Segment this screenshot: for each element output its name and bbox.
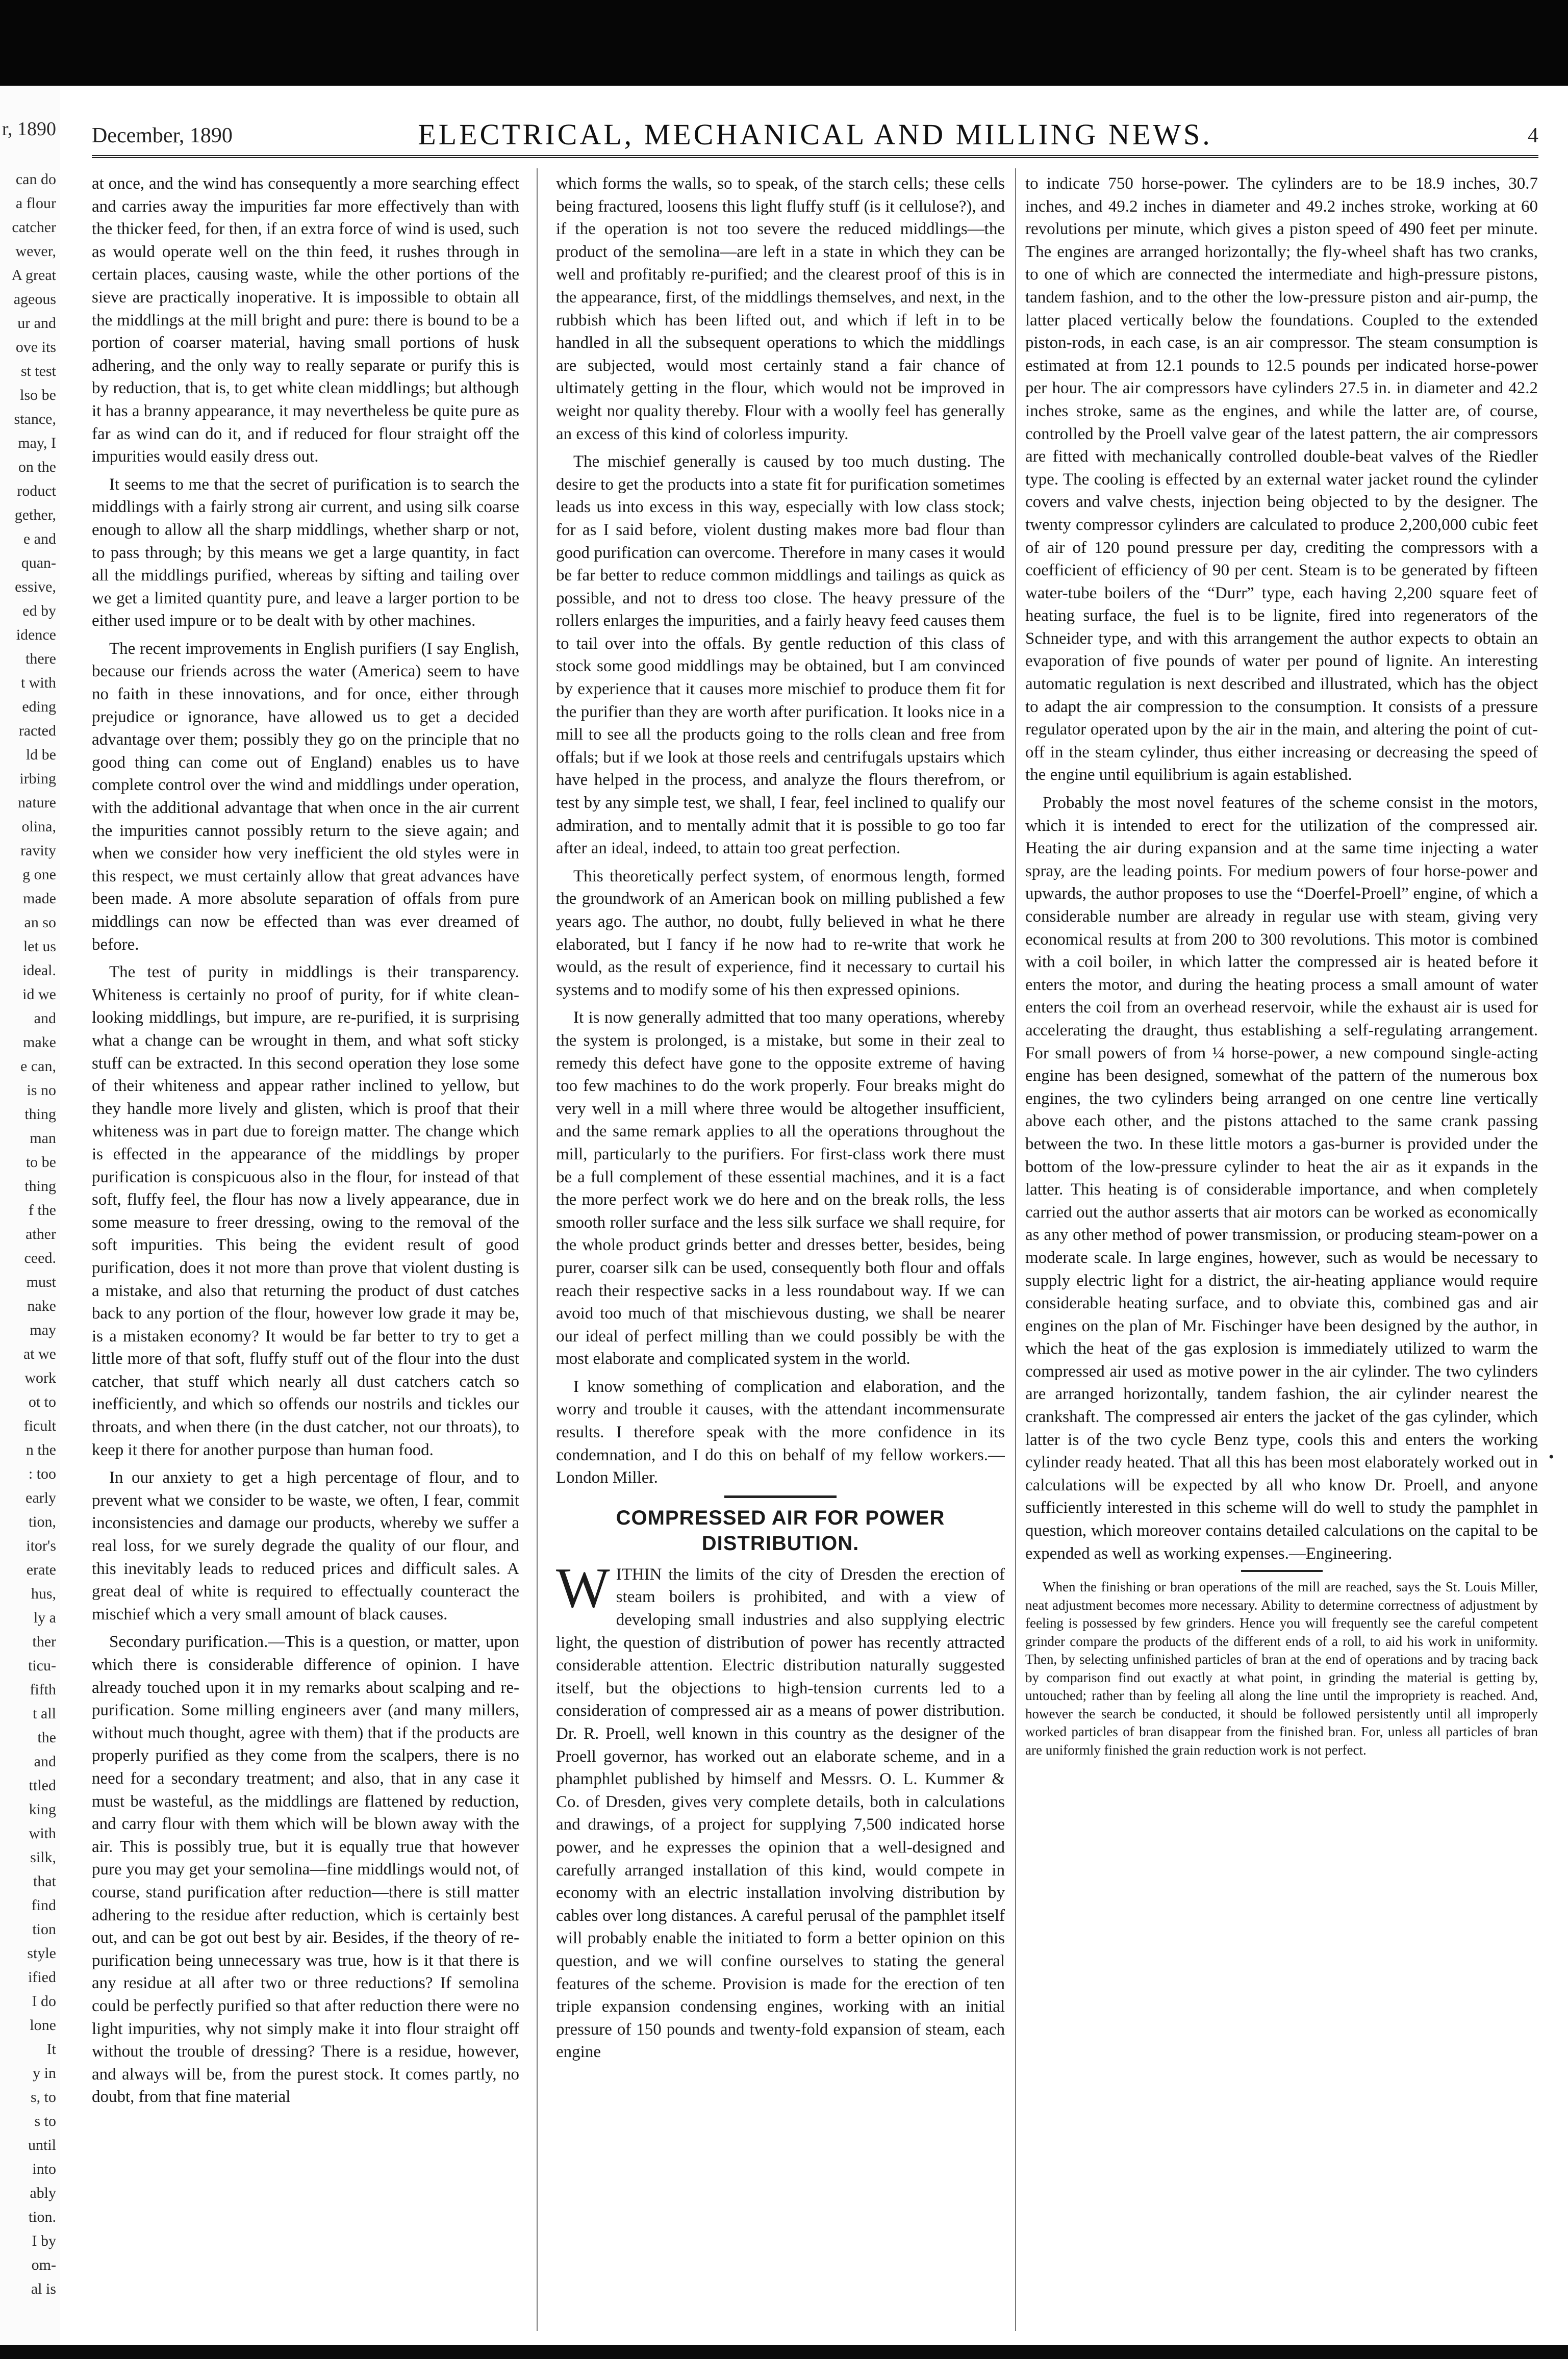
strip-fragment: ed by bbox=[22, 602, 56, 619]
strip-fragment: g one bbox=[22, 866, 56, 883]
strip-fragment: and bbox=[34, 1753, 56, 1770]
strip-fragment: ceed. bbox=[24, 1250, 56, 1266]
strip-fragment: I do bbox=[32, 1993, 56, 2010]
strip-fragment: : too bbox=[28, 1465, 56, 1482]
strip-fragment: hus, bbox=[31, 1585, 56, 1602]
page-header bbox=[92, 117, 1538, 153]
strip-fragment: olina, bbox=[21, 818, 56, 835]
strip-fragment: itor's bbox=[26, 1537, 56, 1554]
paragraph: In our anxiety to get a high percentage of flour, and to prevent what we consider to be waste, we often, I fear, commit inconsistencies and damage our products, whereby we suffer a real loss, for we surely degrade the quality of our flour, and this inevitably leads to reduced prices and difficult sales. A great deal of white is required to effectually counteract the mischief which a very small amount of black causes. bbox=[92, 1468, 519, 1624]
paragraph: It seems to me that the secret of purification is to search the middlings with a fairly strong air current, and using silk coarse enough to allow all the sharp middlings, whether sharp or not, to pass through; by this means we get a large quantity, in fact all the middlings purified, whereas by sifting and tailing over we get a limited quantity pure, and leave a larger portion to be either used impure or to be dealt with by other machines. bbox=[92, 475, 519, 630]
strip-fragment: racted bbox=[18, 722, 56, 739]
margin-mark: • bbox=[1549, 1449, 1554, 1465]
strip-fragment: e and bbox=[23, 530, 56, 547]
strip-fragment: ld be bbox=[26, 746, 56, 763]
previous-page-header: r, 1890 bbox=[2, 118, 56, 140]
drop-cap: W bbox=[556, 1556, 610, 1620]
strip-fragment: tion, bbox=[28, 1513, 56, 1530]
strip-fragment: gether, bbox=[14, 506, 56, 523]
strip-fragment: ove its bbox=[15, 339, 56, 356]
strip-fragment: f the bbox=[28, 1202, 56, 1219]
strip-fragment: nake bbox=[27, 1298, 56, 1314]
strip-fragment: ur and bbox=[17, 315, 56, 332]
strip-fragment: an so bbox=[24, 914, 56, 931]
section-divider bbox=[724, 1495, 837, 1498]
scan-top-border bbox=[0, 0, 1568, 86]
strip-fragment: early bbox=[26, 1489, 56, 1506]
column-2 bbox=[556, 172, 1005, 2330]
publication-title: ELECTRICAL, MECHANICAL AND MILLING NEWS. bbox=[418, 118, 1212, 151]
strip-fragment: ther bbox=[32, 1633, 56, 1650]
strip-fragment: eding bbox=[22, 698, 56, 715]
strip-fragment: irbing bbox=[19, 770, 56, 787]
section-divider bbox=[1241, 1570, 1323, 1572]
paragraph: at once, and the wind has consequently a more searching effect and carries away the impurities far more effectively than with the thicker feed, for then, if an extra force of wind is used, such as would operate well on the thin feed, it rushes through in certain places, causing waste, while the other portions of the sieve are practically inoperative. It is impossible to obtain all the middlings at the mill bright and pure: there is bound to be a portion of coarser material, having small portions of husk adhering, and the only way to really separate or purify this is by reduction, that is, to get white clean middlings; but although it has a branny appearance, it may nevertheless be quite pure as far as wind can do it, and if reduced for flour straight off the impurities would easily dress out. bbox=[92, 174, 519, 466]
strip-fragment: may, I bbox=[18, 435, 56, 451]
scan-bottom-border bbox=[0, 2345, 1568, 2359]
strip-fragment: to be bbox=[26, 1154, 56, 1171]
strip-fragment: ably bbox=[30, 2185, 56, 2201]
strip-fragment: stance, bbox=[14, 411, 56, 427]
strip-fragment: may bbox=[30, 1322, 56, 1338]
strip-fragment: t with bbox=[20, 674, 56, 691]
strip-fragment: must bbox=[26, 1274, 56, 1290]
strip-fragment: id we bbox=[22, 986, 56, 1003]
strip-fragment: al is bbox=[31, 2280, 56, 2297]
strip-fragment: A great bbox=[11, 267, 56, 284]
strip-fragment: quan- bbox=[21, 554, 56, 571]
strip-fragment: until bbox=[28, 2137, 56, 2153]
strip-fragment: s, to bbox=[30, 2089, 56, 2106]
strip-fragment: ified bbox=[28, 1969, 56, 1986]
strip-fragment: style bbox=[27, 1945, 56, 1962]
strip-fragment: can do bbox=[15, 171, 56, 188]
strip-fragment: let us bbox=[23, 938, 56, 955]
strip-fragment: e can, bbox=[20, 1058, 56, 1075]
milling-note: When the finishing or bran operations of the mill are reached, says the St. Louis Miller, neat adjustment becomes more necessary. Ability to determine correctness of adjustment by feeling is possessed by few grinders. Hence you will frequently see the careful competent grinder compare the products of the different ends of a roll, to aid his work in uniformity. Then, by selecting unfinished particles of bran at the end of operations and by tracing back by comparison find out exactly at what point, in grinding the material is getting by, untouched; rather than by feeling all along the line until the impropriety is reached. And, however the search be conducted, it should be followed persistently until all improperly worked particles of bran disappear from the finished bran. For, unless all particles of bran are uniformly finished the grain reduction work is not perfect. bbox=[1025, 1579, 1538, 1758]
strip-fragment: fifth bbox=[30, 1681, 56, 1698]
strip-fragment: ageous bbox=[13, 291, 56, 308]
strip-fragment: idence bbox=[16, 626, 56, 643]
strip-fragment: st test bbox=[20, 363, 56, 379]
strip-fragment: wever, bbox=[15, 243, 56, 260]
strip-fragment: It bbox=[46, 2041, 56, 2058]
strip-fragment: make bbox=[23, 1034, 56, 1051]
strip-fragment: om- bbox=[31, 2256, 56, 2273]
strip-fragment: the bbox=[37, 1729, 56, 1746]
strip-fragment: n the bbox=[26, 1441, 56, 1458]
strip-fragment: ideal. bbox=[22, 962, 56, 979]
page-number: 4 bbox=[1528, 124, 1538, 147]
strip-fragment: ficult bbox=[23, 1417, 56, 1434]
strip-fragment: ly a bbox=[33, 1609, 56, 1626]
strip-fragment: and bbox=[34, 1010, 56, 1027]
strip-fragment: thing bbox=[24, 1178, 56, 1195]
strip-fragment: at we bbox=[23, 1346, 56, 1362]
strip-fragment: tion bbox=[32, 1921, 56, 1938]
strip-fragment: on the bbox=[18, 459, 56, 475]
issue-date: December, 1890 bbox=[92, 124, 233, 147]
paragraph: I know something of complication and elaboration, and the worry and trouble it causes, with the attendant incommensurate results. I therefore speak with the more confidence in its condemnation, and I do this on behalf of my fellow workers.—London Miller. bbox=[556, 1377, 1005, 1487]
paragraph: The recent improvements in English purifiers (I say English, because our friends across the water (America) seem to have no faith in these innovations, and for once, either through prejudice or ignorance, have allowed us to get a decided advantage over them; possibly they go on the principle that no good thing can come out of England) enables us to have complete control over the wind and middlings under operation, with the additional advantage that when once in the air current the impurities cannot possibly return to the sieve again; and when we consider how very inefficient the old styles were in this respect, we must certainly allow that great advances have been made. A more absolute separation of offals from pure middlings can now be effected than was ever dreamed of before. bbox=[92, 639, 519, 954]
strip-fragment: lso be bbox=[20, 387, 56, 403]
strip-fragment: ticu- bbox=[28, 1657, 56, 1674]
strip-fragment: ravity bbox=[20, 842, 56, 859]
strip-fragment: find bbox=[31, 1897, 56, 1914]
paragraph: which forms the walls, so to speak, of the starch cells; these cells being fractured, loosens this light fluffy stuff (is it cellulose?), and if the operation is not too severe the reduced middlings—the product of the semolina—are left in a state in which they can be well and profitably re-purified; and the clearest proof of this is in the appearance, first, of the middlings themselves, and next, in the rubbish which has been lifted out, and which if left in to be handled in all the subsequent operations to which the middlings are subjected, would most certainly stand a fair chance of ultimately getting in the flour, which would not be improved in weight nor quality thereby. Flour with a woolly feel has generally an excess of this kind of colorless impurity. bbox=[556, 174, 1005, 443]
strip-fragment: silk, bbox=[30, 1849, 56, 1866]
strip-fragment: a flour bbox=[15, 195, 56, 212]
paragraph: The test of purity in middlings is their transparency. Whiteness is certainly no proof of purity, for if white clean-looking middlings, but impure, are re-purified, it is surprising what a change can be wrought in them, and what soft sticky stuff can be extracted. In this second operation they lose some of their whiteness and appear rather inclined to yellow, but they handle more lively and glisten, which is proof that their whiteness was in part due to foreign matter. The change which is effected in the appearance of the middlings by proper purification is conspicuous also in the flour, for instead of that soft, fluffy feel, the flour has now a lively appearance, due in some measure to freer dressing, owing to the removal of the soft impurities. This being the evident result of good purification, does it not more than prove that violent dusting is a mistake, and also that returning the product of dust catches back to any portion of the flour, however low grade it may be, is a mistaken economy? It would be far better to try to get a little more of that soft, fluffy stuff out of the flour into the dust catcher, that stuff which nearly all dust catchers catch so inefficiently, and which so offends our nostrils and tickles our throats, and when there (in the dust catcher, not our throats), to keep it there for another purpose than human food. bbox=[92, 963, 519, 1459]
strip-fragment: made bbox=[23, 890, 56, 907]
strip-fragment: erate bbox=[26, 1561, 56, 1578]
strip-fragment: there bbox=[26, 650, 56, 667]
column-3 bbox=[1025, 172, 1538, 2330]
column-divider bbox=[1015, 168, 1016, 2331]
strip-fragment: ather bbox=[26, 1226, 56, 1242]
strip-fragment: tion. bbox=[28, 2209, 56, 2225]
column-divider bbox=[537, 168, 538, 2331]
previous-page-strip bbox=[0, 86, 60, 2359]
paragraph: to indicate 750 horse-power. The cylinders are to be 18.9 inches, 30.7 inches, and 49.2 inches in diameter and 49.2 inches stroke, working at 60 revolutions per minute, which gives a piston speed of 490 feet per minute. The engines are arranged horizontally; the fly-wheel shaft has two cranks, to one of which are connected the intermediate and high-pressure pistons, tandem fashion, and to the other the low-pressure piston and air-pump, the latter placed vertically below the foundations. Coupled to the extended piston-rods, in each case, is an air compressor. The steam consumption is estimated at from 12.1 pounds to 12.5 pounds per indicated horse-power per hour. The air compressors have cylinders 27.5 in. in diameter and 42.2 inches stroke, same as the engines, and while the latter are, of course, controlled by the Proell valve gear of the latest pattern, the air compressors are fitted with mechanically controlled double-beat valves of the Riedler type. The cooling is effected by an external water jacket round the cylinder covers and valve chests, injection being objected to by the designer. The twenty compressor cylinders are calculated to produce 2,200,000 cubic feet of air of 120 pound pressure per day, crediting the compressors with a coefficient of efficiency of 90 per cent. Steam is to be generated by fifteen water-tube boilers of the “Durr” type, each having 2,200 square feet of heating surface, the fuel is to be lignite, fired into regenerators of the Schneider type, and with this arrangement the author expects to obtain an evaporation of five pounds of water per pound of lignite. An interesting automatic regulation is next described and illustrated, which has the object to adapt the air compression to the consumption. It consists of a pressure regulator operated upon by the air in the main, and altering the point of cut-off in the steam cylinder, thus either increasing or decreasing the speed of the engine until equilibrium is again established. bbox=[1025, 174, 1538, 784]
article-text: ITHIN the limits of the city of Dresden the erection of steam boilers is prohibited, and with a view of developing small industries and also supplying electric light, the question of distribution of power has recently attracted considerable attention. Electric distribution naturally suggested itself, but the objections to high-tension currents led to a consideration of compressed air as a means of power distribution. Dr. R. Proell, well known in this country as the designer of the Proell governor, has worked out an elaborate scheme, and in a phamphlet published by himself and Messrs. O. L. Kummer & Co. of Dresden, gives very complete details, both in calculations and drawings, of a project for supplying 7,500 indicated horse power, and he expresses the opinion that a well-designed and carefully arranged installation of this kind, would compete in economy with an electric installation involving distribution by cables over long distances. A careful perusal of the pamphlet itself will probably enable the initiated to form a better opinion on this question, and we will confine ourselves to stating the general features of the scheme. Provision is made for the erection of ten triple expansion condensing engines, working with an initial pressure of 150 pounds and twenty-fold expansion of steam, each engine bbox=[556, 1565, 1005, 2062]
article-heading: COMPRESSED AIR FOR POWER DISTRIBUTION. bbox=[616, 1506, 945, 1555]
strip-fragment: nature bbox=[18, 794, 56, 811]
strip-fragment: man bbox=[30, 1130, 56, 1147]
strip-fragment: ttled bbox=[29, 1777, 56, 1794]
strip-fragment: work bbox=[24, 1369, 56, 1386]
strip-fragment: that bbox=[33, 1873, 56, 1890]
strip-fragment: thing bbox=[24, 1106, 56, 1123]
strip-fragment: t all bbox=[33, 1705, 56, 1722]
strip-fragment: roduct bbox=[17, 483, 56, 499]
strip-fragment: with bbox=[29, 1825, 56, 1842]
strip-fragment: y in bbox=[33, 2065, 56, 2082]
paragraph: Secondary purification.—This is a question, or matter, upon which there is considerable difference of opinion. I have already touched upon it in my remarks about scalping and re-purification. Some milling engineers aver (and many millers, without much thought, agree with them) that if the products are properly purified as they come from the scalpers, there is no need for a secondary treatment; and also, that in any case it must be wasteful, as the middlings are flattened by reduction, and carry flour with them which will be blown away with the air. This is possibly true, but it is equally true that however pure you may get your semolina—fine middlings would not, of course, stand purification after reduction—there is still matter adhering to the residue after reduction, which is certainly best out, and can be got out best by air. Besides, if the theory of re-purification being unnecessary was true, how is it that there is any residue at all after two or three reductions? If semolina could be perfectly purified so that after reduction there were no light impurities, why not simply make it into flour straight off without the trouble of dressing? There is a residue, however, and always will be, from the purest stock. It comes partly, no doubt, from that fine material bbox=[92, 1633, 519, 2107]
column-1 bbox=[92, 172, 519, 2330]
header-rule bbox=[92, 155, 1538, 158]
strip-fragment: s to bbox=[34, 2113, 56, 2129]
strip-fragment: king bbox=[29, 1801, 56, 1818]
paragraph: Probably the most novel features of the scheme consist in the motors, which it is intended to erect for the utilization of the compressed air. Heating the air during expansion and at the same time injecting a water spray, are the leading points. For medium powers of four horse-power and upwards, the author proposes to use the “Doerfel-Proell” engine, of which a considerable number are already in regular use with steam, giving very economical results at from 200 to 300 revolutions. This motor is combined with a coil boiler, in which latter the compressed air is heated before it enters the motor, and during the heating process a small amount of water enters the coil from an overhead reservoir, while the exhaust air is used for accelerating the draught, thus establishing a self-regulating arrangement. For small powers of from ¼ horse-power, a new compound single-acting engine has been designed, somewhat of the pattern of the numerous box engines, the two cylinders being arranged on one centre line vertically above each other, and the pistons attached to the same crank passing between the two. In these little motors a gas-burner is provided under the bottom of the low-pressure cylinder to heat the air as it expands in the latter. This heating is of considerable importance, and when completely carried out the author asserts that air motors can be worked as economically as any other method of power transmission, or producing steam-power on a moderate scale. In large engines, however, such as would be necessary to supply electric light for a district, the air-heating appliance would require considerable heating surface, and to obviate this, combined gas and air engines on the plan of Mr. Fischinger have been designed by the author, in which the heat of the gas explosion is immediately utilized to warm the compressed air used as motive power in the air cylinder. The two cylinders are arranged horizontally, tandem fashion, the air cylinder nearest the crankshaft. The compressed air enters the jacket of the gas cylinder, which latter is of the two cycle Benz type, cools this and enters the working cylinder ready heated. That all this has been most elaborately worked out in calculations will be expected by all who know Dr. Proell, and anyone sufficiently interested in this scheme will do well to study the pamphlet in question, which moreover contains detailed calculations on the capital to be expended as well as working expenses.—Engineering. bbox=[1025, 794, 1538, 1563]
paragraph: This theoretically perfect system, of enormous length, formed the groundwork of an American book on milling published a few years ago. The author, no doubt, fully believed in what he there elaborated, but I fancy if he now had to re-write that work he would, as the result of experience, find it necessary to curtail his systems and to modify some of his then expressed opinions. bbox=[556, 867, 1005, 999]
strip-fragment: catcher bbox=[12, 219, 56, 236]
strip-fragment: I by bbox=[32, 2233, 56, 2249]
strip-fragment: essive, bbox=[15, 578, 56, 595]
strip-fragment: is no bbox=[27, 1082, 56, 1099]
strip-fragment: lone bbox=[30, 2017, 56, 2034]
paragraph bbox=[556, 1556, 1005, 2064]
paragraph: The mischief generally is caused by too much dusting. The desire to get the products into a state fit for purification sometimes leads us into excess in this way, especially with low class stock; for as I said before, violent dusting makes more bad flour than good purification can overcome. Therefore in many cases it would be far better to reduce common middlings and tailings as quick as possible, and not to dress too close. The heavy pressure of the rollers enlarges the impurities, and a fairly heavy feed causes them to tail over into the offals. By gentle reduction of this class of stock some good middlings may be obtained, but I am convinced by experience that it causes more mischief to produce them fit for the purifier than they are worth after purification. It looks nice in a mill to see all the products going to the rolls clean and free from offals; but if we look at those reels and centrifugals upstairs which have helped in the process, and analyze the flours therefrom, or test by any simple test, we shall, I fear, feel inclined to qualify our admiration, and to mentally admit that it is possible to go too far after an ideal, indeed, to attain too great perfection. bbox=[556, 452, 1005, 858]
paragraph: It is now generally admitted that too many operations, whereby the system is prolonged, is a mistake, but some in their zeal to remedy this defect have gone to the opposite extreme of having too few machines to do the work properly. Four breaks might do very well in a mill where three would be altogether insufficient, and the same remark applies to all the operations throughout the mill, particularly to the purifiers. For first-class work there must be a full complement of these essential machines, and it is a fact the more perfect work we do here and on the break rolls, the less smooth roller surface and the less silk surface we shall require, for the whole product grinds better and dresses better, besides, being purer, coarser silk can be used, consequently both flour and offals reach their respective sacks in a less roundabout way. If we can avoid too much of that mischievous dusting, we shall be nearer our ideal of perfect milling than we could possibly be with the most elaborate and complicated system in the world. bbox=[556, 1008, 1005, 1368]
strip-fragment: ot to bbox=[28, 1393, 56, 1410]
strip-fragment: into bbox=[32, 2161, 56, 2177]
